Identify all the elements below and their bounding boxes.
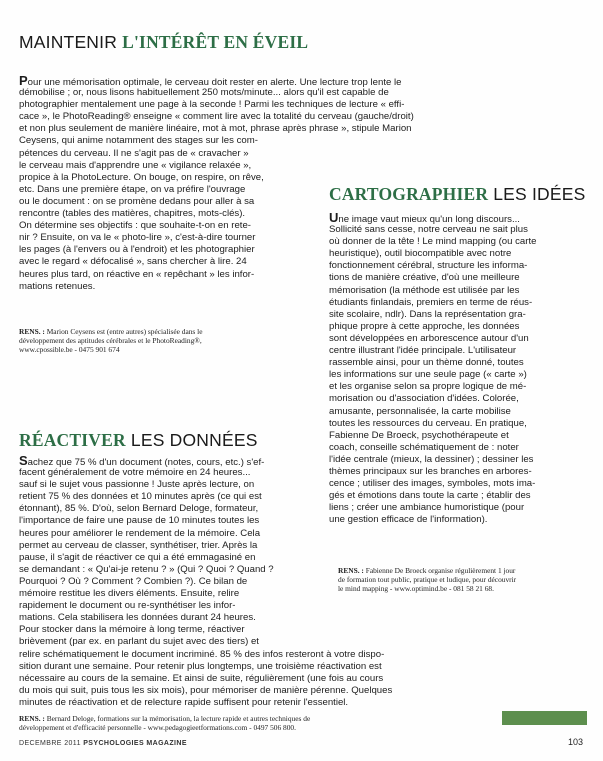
text-line: minutes de réactivation et de relecture rapide suffisent pour retenir l'essentiel.	[19, 696, 349, 708]
text-line: etc. Dans une première étape, on va préfire l'ouvrage	[19, 183, 246, 195]
text-line: avec le regard « défocalisé », sans chercher à lire. 24	[19, 256, 247, 268]
footer-magazine: PSYCHOLOGIES MAGAZINE	[83, 740, 187, 747]
decorative-green-box	[502, 711, 587, 725]
rens-line: développement des aptitudes cérébrales et le PhotoReading®,	[19, 336, 202, 346]
text-line: où donner de la tête ! Le mind mapping (ou carte	[329, 236, 537, 248]
text-line: heures pour améliorer le rendement de la mémoire. Cela	[19, 527, 261, 539]
footer-date: DECEMBRE 2011	[19, 740, 81, 747]
text-line: Ceysens, qui anime notamment des stages sur les com-	[19, 135, 258, 147]
text-line: cace », le PhotoReading® enseigne « comment lire avec la totalité du cerveau (gauche/droit)	[19, 111, 414, 123]
text-line: mémoire restitue les divers éléments. Ensuite, relire	[19, 588, 240, 600]
text-line: nir ? Ensuite, on va le « photo-lire », c'est-à-dire tourner	[19, 232, 256, 244]
text-line: On détermine ses objectifs : que souhaite-t-on en rete-	[19, 220, 251, 232]
page-number: 103	[568, 737, 584, 747]
text-line: Sollicité sans cesse, notre cerveau ne sait plus	[329, 224, 528, 236]
heading-light-text: LES DONNÉES	[125, 430, 258, 450]
text-line: Une image vaut mieux qu'un long discours...	[329, 212, 520, 225]
text-line: étonnant), 85 %. D'où, selon Bernard Deloge, formateur,	[19, 503, 259, 515]
text-line: brièvement (par ex. en parlant du sujet avec des tiers) et	[19, 636, 259, 648]
text-line: sition durant une semaine. Pour retenir plus longtemps, une troisième réactivation est	[19, 660, 382, 672]
text-line: morisation ou d'association d'idées. Colorée,	[329, 393, 519, 405]
heading-cartographier	[329, 184, 586, 205]
text-line: Pour une mémorisation optimale, le cerveau doit rester en alerte. Une lecture trop lente le	[19, 75, 402, 88]
rens-label: RENS. :	[19, 327, 47, 336]
heading-bold-text: CARTOGRAPHIER	[329, 184, 489, 204]
rens-line: de formation tout public, pratique et ludique, pour découvrir	[338, 575, 517, 585]
text-line: tions de manière créative, d'où une meilleure	[329, 272, 520, 284]
text-line: démobilise ; or, nous lisons habituellement 250 mots/minute... alors qu'il est capable de	[19, 87, 389, 99]
text-line: coach, conseille schématiquement de : noter	[329, 441, 519, 453]
text-line: Pour stocker dans la mémoire à long terme, réactiver	[19, 624, 245, 636]
text-line: thèmes principaux sur les branches en arbores-	[329, 465, 532, 477]
heading-bold-text: RÉACTIVER	[19, 430, 126, 450]
rens-line: RENS. : Bernard Deloge, formations sur la mémorisation, la lecture rapide et autres techniques de	[19, 714, 311, 723]
text-line: liens ; créer une ambiance humoristique (pour	[329, 502, 525, 514]
text-line: pause, il s'agit de réactiver ce qui a été emmagasiné en	[19, 551, 256, 563]
text-line: le cerveau mais d'apprendre une « vigilance relaxée »,	[19, 159, 252, 171]
text-line: permet au cerveau de classer, synthétiser, trier. Après la	[19, 539, 258, 551]
text-line: centre illustrant l'idée principale. L'utilisateur	[329, 345, 517, 357]
text-line: rencontre (tables des matières, chapitres, mots-clés).	[19, 208, 246, 220]
heading-bold-text: L'INTÉRÊT EN ÉVEIL	[122, 32, 309, 52]
text-line: les informations sur une seule page (« carte »)	[329, 369, 527, 381]
rens-line: RENS. : Fabienne De Broeck organise régulièrement 1 jour	[338, 566, 516, 575]
text-line: pétences du cerveau. Il ne s'agit pas de « cravacher »	[19, 147, 249, 159]
text-line: retient 75 % des données et 10 minutes après (ce qui est	[19, 491, 262, 503]
text-line: les pages (à l'envers ou à l'endroit) et les photographier	[19, 244, 255, 256]
section-reactiver-body	[19, 455, 429, 709]
text-line: se demandant : « Qu'ai-je retenu ? » (Qui ? Quoi ? Quand ?	[19, 563, 274, 575]
text-line: étudiants finlandais, premiers en terme de réus-	[329, 296, 533, 308]
text-line: et non plus seulement de manière linéaire, mot à mot, phrase après phrase », stipule Marion	[19, 123, 412, 135]
heading-light-text: MAINTENIR	[19, 32, 123, 52]
text-line: ou le document : on se promène dedans pour aller à sa	[19, 195, 255, 207]
text-line: amusante, personnalisée, la carte mobilise	[329, 405, 511, 417]
text-line: l'importance de faire une pause de 10 minutes toutes les	[19, 515, 260, 527]
text-line: photographier mentalement une page à la seconde ! Parmi les techniques de lecture « effi-	[19, 99, 405, 111]
text-line: sauf si le sujet vous passionne ! Juste après lecture, on	[19, 479, 255, 491]
text-line: fonctionnement cérébral, structure les informa-	[329, 260, 528, 272]
rens-label: RENS. :	[338, 566, 366, 575]
text-line: heures plus tard, on réactive en « repêchant » les infor-	[19, 268, 255, 280]
rens-line: RENS. : Marion Ceysens est (entre autres) spécialisée dans le	[19, 327, 203, 336]
text-line: mémorisation (la méthode est utilisée par les	[329, 284, 520, 296]
rens-reactiver	[19, 714, 459, 732]
text-line: l'idée centrale (mieux, la dessiner) ; dessiner les	[329, 453, 534, 465]
drop-cap: U	[329, 212, 339, 225]
text-line: facent généralement de votre mémoire en 24 heures...	[19, 467, 251, 479]
rens-label: RENS. :	[19, 714, 47, 723]
text-line: gés et émotions dans toute la carte ; établir des	[329, 490, 531, 502]
text-line: nécessaire au cours de la semaine. Et ainsi de suite, régulièrement (une fois au cours	[19, 672, 384, 684]
text-line: rassemble ainsi, pour un thème donné, toutes	[329, 357, 524, 369]
drop-cap: S	[19, 455, 28, 468]
text-line: Sachez que 75 % d'un document (notes, cours, etc.) s'ef-	[19, 455, 265, 468]
heading-reactiver	[19, 430, 258, 451]
rens-line: développement et d'efficacité personnelle - www.pedagogieetformations.com - 0497 506 800.	[19, 723, 296, 733]
text-line: cence ; utiliser des images, symboles, mots ima-	[329, 478, 536, 490]
text-line: mations. Cela stabilisera les données durant 24 heures.	[19, 612, 256, 624]
text-line: heuristique), outil biocompatible avec notre	[329, 248, 512, 260]
rens-maintenir	[19, 327, 289, 355]
rens-line: www.cpossible.be - 0475 901 674	[19, 345, 120, 355]
heading-maintenir	[19, 32, 308, 53]
text-line: phique propre à cette approche, les données	[329, 320, 520, 332]
text-line: Fabienne De Broeck, psychothérapeute et	[329, 429, 509, 441]
text-line: site scolaire, ndlr). Dans la représentation gra-	[329, 308, 526, 320]
text-line: et les organise selon sa propre logique de mé-	[329, 381, 527, 393]
text-line: mations retenues.	[19, 280, 96, 292]
text-line: sont développées en arborescence autour d'un	[329, 332, 529, 344]
text-line: du mois qui suit, puis tous les six mois), pour mémoriser de manière pérenne. Quelques	[19, 684, 393, 696]
footer	[19, 740, 187, 747]
rens-line: le mind mapping - www.optimind.be - 081 58 21 68.	[338, 584, 494, 594]
text-line: rapidement le document ou re-synthétiser les infor-	[19, 600, 236, 612]
text-line: Pourquoi ? Où ? Comment ? Combien ?). Ce bilan de	[19, 575, 248, 587]
heading-light-text: LES IDÉES	[488, 184, 586, 204]
drop-cap: P	[19, 75, 28, 88]
text-line: une gestion efficace de l'information).	[329, 514, 488, 526]
text-line: propice à la PhotoLecture. On bouge, on respire, on rêve,	[19, 171, 264, 183]
text-line: relire schématiquement le document incriminé. 85 % des infos resteront à votre dispo-	[19, 648, 385, 660]
text-line: toutes les ressources du cerveau. En pratique,	[329, 417, 527, 429]
